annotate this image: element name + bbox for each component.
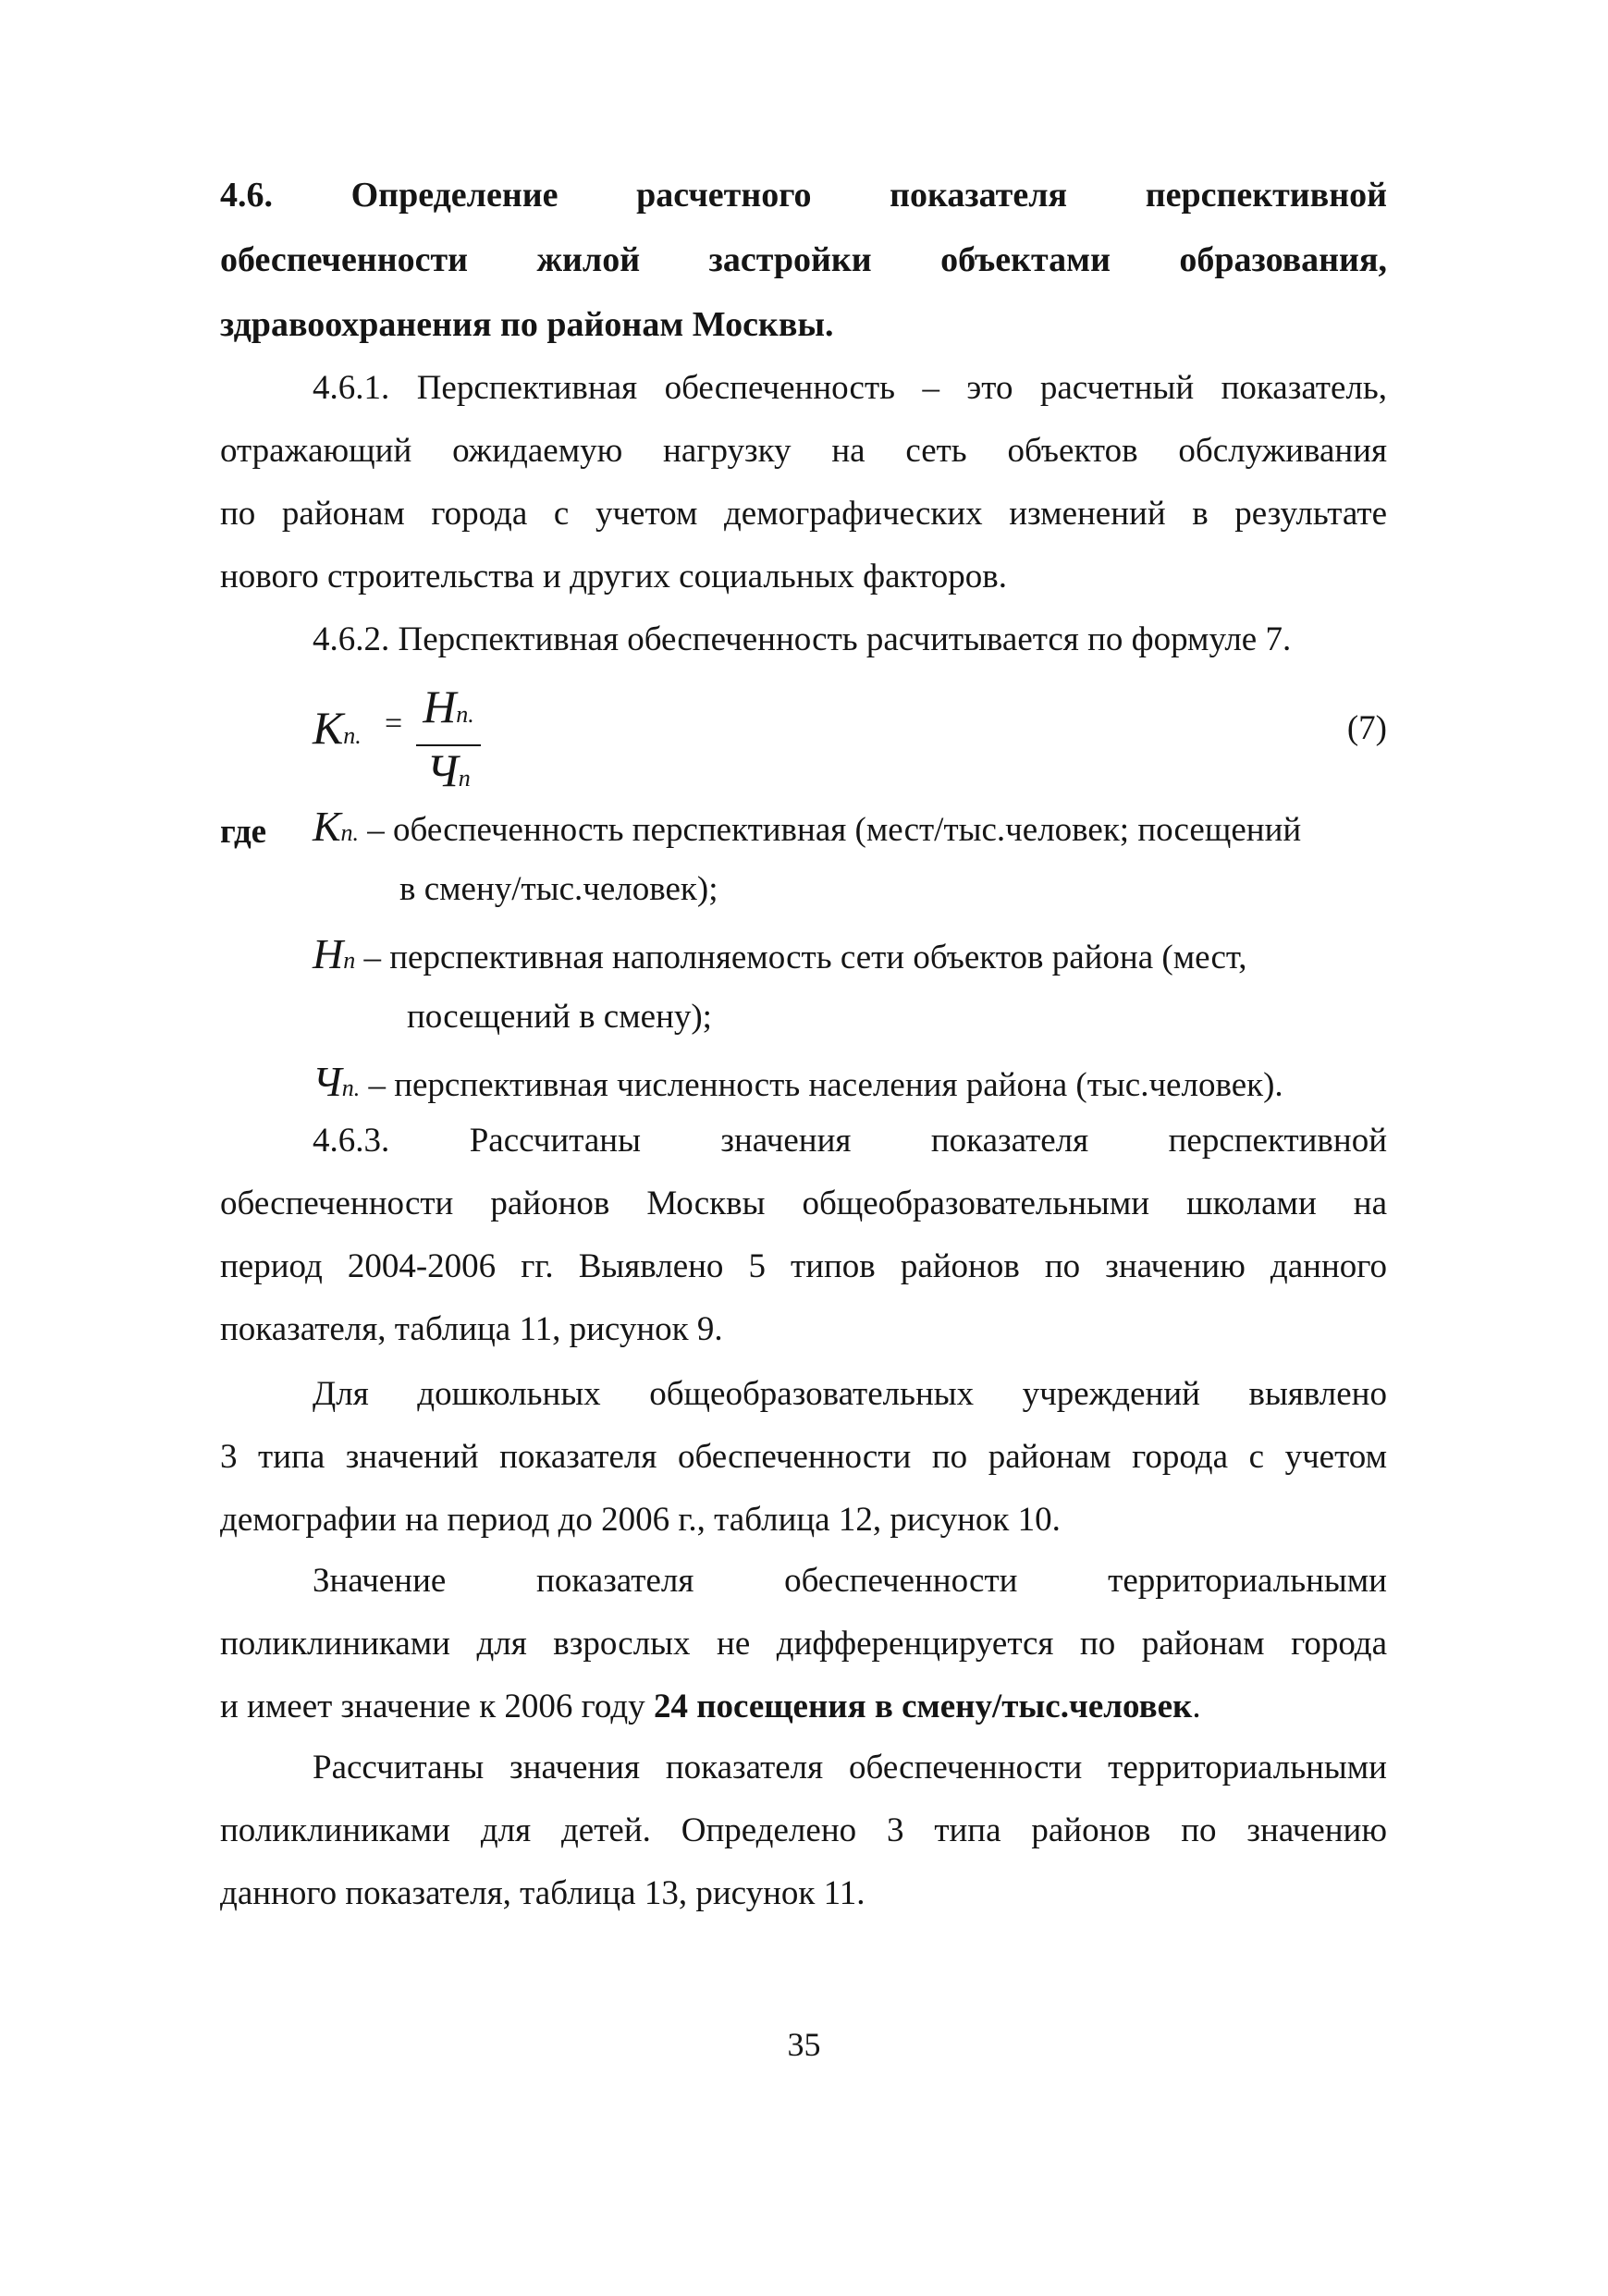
paragraph-4-6-3	[220, 1110, 1387, 1361]
text-line: 4.6.3. Рассчитаны значения показателя перспективной	[313, 1122, 1387, 1160]
heading-line: здравоохранения по районам Москвы.	[220, 305, 834, 344]
text-line: Для дошкольных общеобразовательных учреждений выявлено	[313, 1375, 1387, 1413]
text-line: отражающий ожидаемую нагрузку на сеть объектов обслуживания	[220, 432, 1387, 470]
text-line: период 2004-2006 гг. Выявлено 5 типов районов по значению данного	[220, 1247, 1387, 1285]
text-line: 4.6.1. Перспективная обеспеченность – это расчетный показатель,	[313, 369, 1387, 407]
formula-lhs: Кп.	[313, 702, 362, 754]
text-line: обеспеченности районов Москвы общеобразовательными школами на	[220, 1185, 1387, 1222]
bold-value: 24 посещения в смену/тыс.человек	[653, 1688, 1193, 1725]
text-line: показателя, таблица 11, рисунок 9.	[220, 1310, 723, 1348]
text-line: поликлиниками для взрослых не дифференцируется по районам города	[220, 1625, 1387, 1663]
formula-fraction	[416, 682, 481, 804]
heading-line: 4.6. Определение расчетного показателя перспективной	[220, 176, 1387, 215]
paragraph-adult-clinics	[220, 1550, 1387, 1738]
where-label: где	[220, 813, 267, 851]
where-k-continued: в смену/тыс.человек);	[399, 870, 718, 908]
paragraph-4-6-1	[220, 357, 1387, 608]
where-h-continued: посещений в смену);	[407, 998, 712, 1036]
formula-denominator: Чп	[426, 744, 471, 796]
paragraph-children-clinics	[220, 1737, 1387, 1925]
paragraph-4-6-2	[220, 608, 1387, 671]
text-line: и имеет значение к 2006 году 24 посещения в смену/тыс.человек.	[220, 1688, 1201, 1725]
where-k: Кп. – обеспеченность перспективная (мест/тыс.человек; посещений	[313, 803, 1302, 850]
text-line: демографии на период до 2006 г., таблица 12, рисунок 10.	[220, 1501, 1061, 1539]
where-ch: Чп. – перспективная численность населения района (тыс.человек).	[313, 1058, 1283, 1105]
text-line: нового строительства и других социальных факторов.	[220, 558, 1007, 595]
text-line: 3 типа значений показателя обеспеченности по районам города с учетом	[220, 1438, 1387, 1476]
section-heading	[220, 163, 1387, 357]
formula-7	[313, 681, 1387, 796]
text-line: по районам города с учетом демографических изменений в результате	[220, 495, 1387, 533]
text-line: Рассчитаны значения показателя обеспеченности территориальными	[313, 1749, 1387, 1786]
text-line: Значение показателя обеспеченности территориальными	[313, 1562, 1387, 1600]
formula-numerator: Нп.	[423, 681, 474, 732]
formula-number: (7)	[1346, 709, 1387, 747]
text-line: 4.6.2. Перспективная обеспеченность расчитывается по формуле 7.	[313, 620, 1292, 658]
paragraph-preschool	[220, 1363, 1387, 1552]
text-line: данного показателя, таблица 13, рисунок 11.	[220, 1874, 865, 1912]
page-number: 35	[787, 2026, 821, 2063]
where-h: Нп – перспективная наполняемость сети объектов района (мест,	[313, 930, 1247, 977]
formula-equals: =	[385, 706, 403, 741]
heading-line: обеспеченности жилой застройки объектами образования,	[220, 240, 1387, 279]
text-line: поликлиниками для детей. Определено 3 типа районов по значению	[220, 1811, 1387, 1849]
